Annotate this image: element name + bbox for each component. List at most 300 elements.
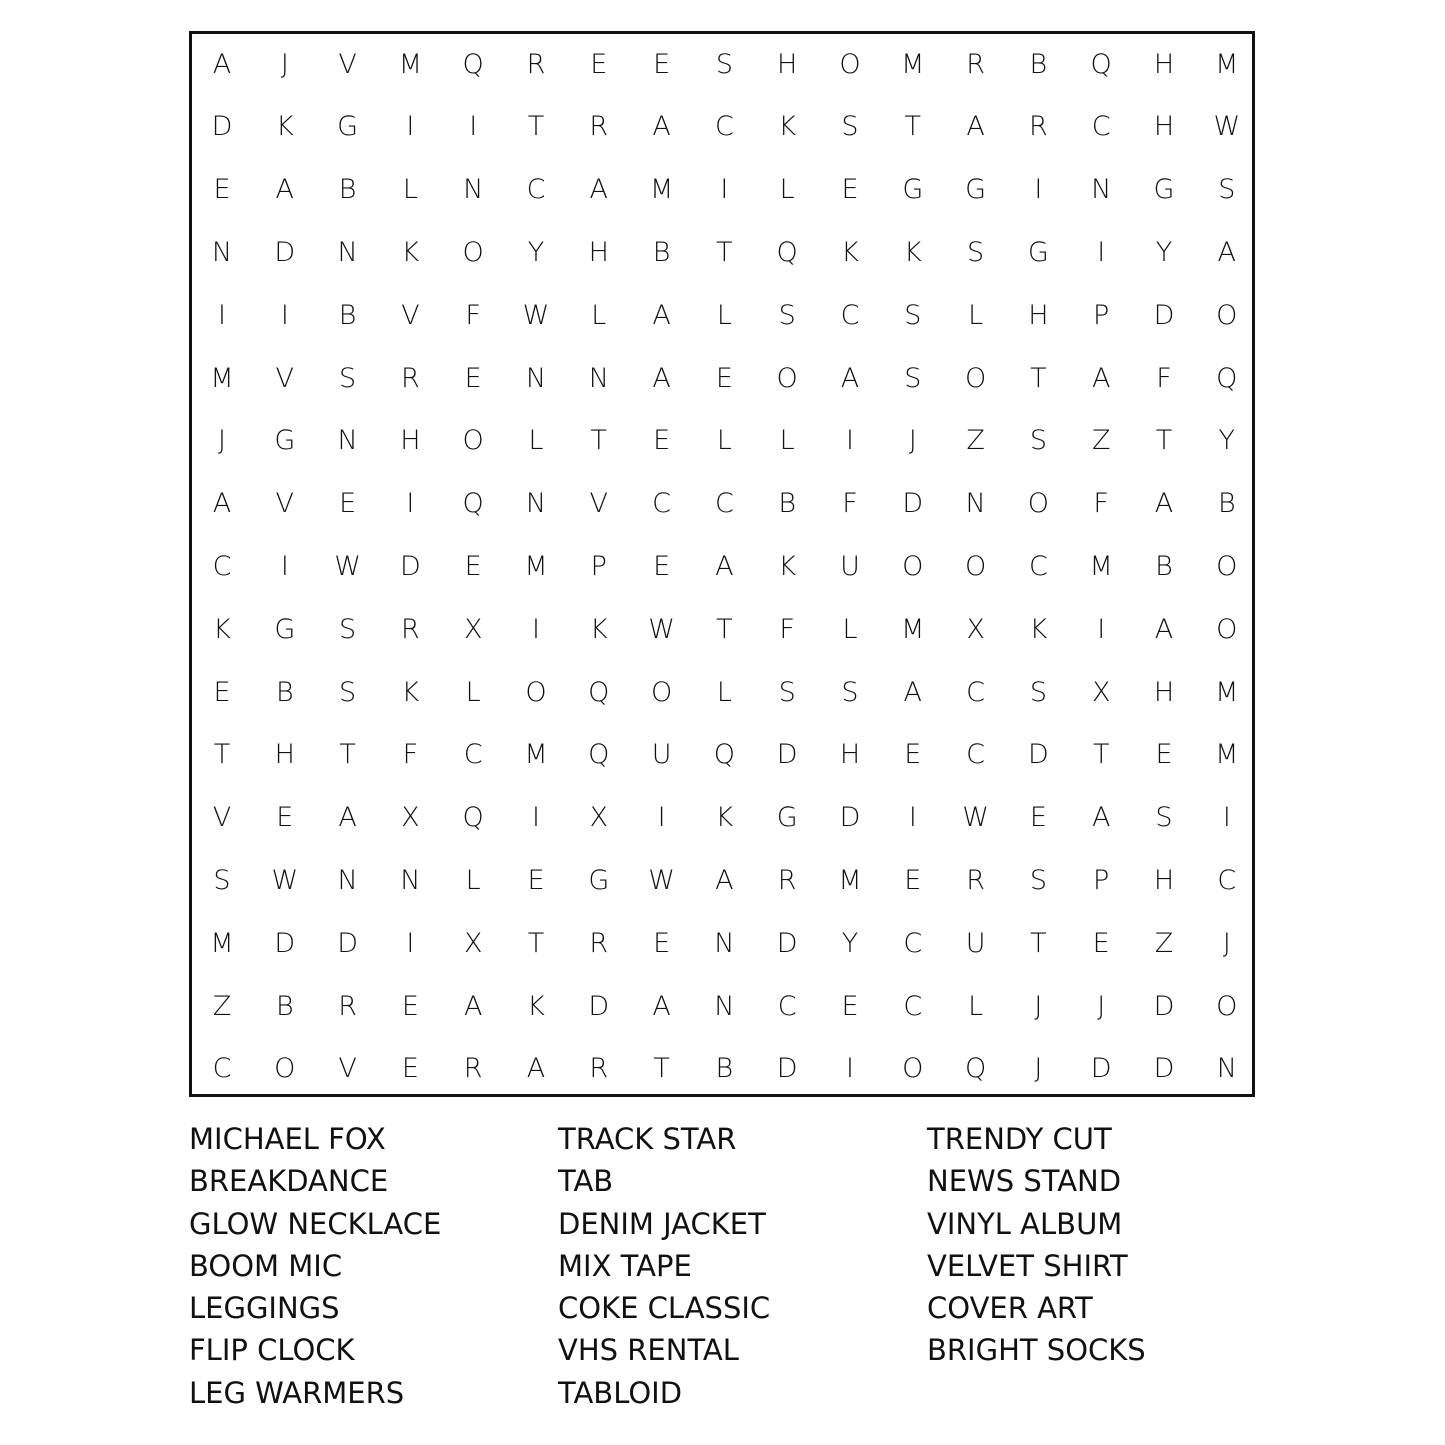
grid-letter[interactable]: G (965, 174, 987, 206)
grid-letter[interactable]: I (1034, 174, 1043, 206)
grid-letter[interactable]: X (1091, 676, 1111, 708)
grid-letter[interactable]: Z (966, 425, 985, 457)
grid-letter[interactable]: M (1215, 676, 1239, 708)
grid-letter[interactable]: L (716, 676, 732, 708)
grid-letter[interactable]: S (967, 236, 985, 268)
grid-letter[interactable]: Q (776, 236, 798, 268)
grid-letter[interactable]: E (1029, 802, 1047, 834)
grid-letter[interactable]: W (522, 299, 550, 331)
grid-letter[interactable]: Q (462, 48, 484, 80)
grid-letter[interactable]: M (1089, 550, 1113, 582)
grid-letter[interactable]: F (779, 613, 795, 645)
word-list-item: TABLOID (558, 1375, 683, 1410)
grid-letter[interactable]: S (339, 613, 357, 645)
grid-letter[interactable]: R (1029, 111, 1048, 143)
grid-letter[interactable]: W (1213, 111, 1241, 143)
grid-letter[interactable]: D (1153, 1053, 1175, 1085)
grid-letter[interactable]: I (846, 1053, 854, 1085)
grid-letter[interactable]: I (406, 488, 415, 520)
grid-letter[interactable]: N (588, 362, 609, 394)
grid-letter[interactable]: G (274, 425, 296, 457)
grid-letter[interactable]: N (463, 174, 484, 206)
grid-letter[interactable]: O (274, 1053, 296, 1085)
grid-letter[interactable]: D (1027, 739, 1049, 771)
word-list-item: COKE CLASSIC (558, 1291, 771, 1326)
word-list-item: COVER ART (927, 1291, 1093, 1326)
grid-letter[interactable]: T (339, 739, 356, 771)
grid-letter[interactable]: A (652, 362, 671, 394)
grid-letter[interactable]: F (1156, 362, 1172, 394)
grid-letter[interactable]: S (841, 676, 859, 708)
grid-letter[interactable]: M (210, 927, 234, 959)
grid-letter[interactable]: B (338, 174, 357, 206)
grid-letter[interactable]: N (965, 488, 986, 520)
grid-letter[interactable]: U (965, 927, 986, 959)
grid-letter[interactable]: T (1030, 927, 1047, 959)
grid-letter[interactable]: B (275, 990, 294, 1022)
grid-letter[interactable]: E (464, 362, 482, 394)
grid-letter[interactable]: D (1153, 299, 1175, 331)
grid-letter[interactable]: A (840, 362, 860, 394)
grid-letter[interactable]: O (839, 48, 861, 80)
grid-letter[interactable]: L (465, 676, 481, 708)
word-list-item: VELVET SHIRT (927, 1248, 1128, 1283)
grid-letter[interactable]: O (964, 362, 987, 394)
grid-letter[interactable]: S (904, 362, 922, 394)
grid-letter[interactable]: I (657, 802, 666, 834)
grid-letter[interactable]: O (902, 550, 924, 582)
grid-letter[interactable]: D (337, 927, 358, 959)
grid-letter[interactable]: A (652, 111, 671, 143)
grid-letter[interactable]: R (966, 864, 985, 896)
grid-letter[interactable]: O (964, 550, 987, 582)
grid-letter[interactable]: J (1097, 990, 1106, 1022)
grid-letter[interactable]: S (1155, 802, 1173, 834)
grid-letter[interactable]: E (1155, 739, 1173, 771)
grid-letter[interactable]: E (590, 48, 608, 80)
grid-letter[interactable]: E (276, 802, 294, 834)
grid-letter[interactable]: W (271, 864, 299, 896)
grid-letter[interactable]: K (841, 236, 859, 268)
grid-letter[interactable]: J (280, 48, 289, 80)
grid-letter[interactable]: C (1028, 550, 1048, 582)
grid-letter[interactable]: G (1153, 174, 1175, 206)
grid-letter[interactable]: A (1091, 362, 1111, 394)
grid-letter[interactable]: E (527, 864, 545, 896)
grid-letter[interactable]: K (275, 111, 294, 143)
grid-letter[interactable]: P (1093, 864, 1110, 896)
grid-letter[interactable]: T (527, 927, 545, 959)
grid-letter[interactable]: Q (462, 802, 484, 834)
grid-letter[interactable]: D (839, 802, 861, 834)
grid-letter[interactable]: E (904, 739, 922, 771)
grid-letter[interactable]: I (1222, 802, 1231, 834)
grid-letter[interactable]: I (280, 550, 289, 582)
grid-letter[interactable]: S (778, 299, 796, 331)
grid-letter[interactable]: A (1217, 236, 1237, 268)
grid-letter[interactable]: N (400, 864, 421, 896)
grid-letter[interactable]: R (338, 990, 357, 1022)
grid-letter[interactable]: Y (841, 927, 859, 959)
grid-letter[interactable]: E (653, 48, 671, 80)
grid-letter[interactable]: C (714, 111, 734, 143)
grid-letter[interactable]: S (1218, 174, 1236, 206)
grid-letter[interactable]: K (589, 613, 608, 645)
grid-letter[interactable]: D (588, 990, 610, 1022)
grid-letter[interactable]: B (715, 1053, 734, 1085)
grid-letter[interactable]: O (902, 1053, 924, 1085)
grid-letter[interactable]: J (218, 425, 226, 457)
grid-letter[interactable]: N (714, 990, 735, 1022)
grid-letter[interactable]: O (1027, 488, 1050, 520)
word-list-item: DENIM JACKET (558, 1206, 766, 1241)
grid-letter[interactable]: B (652, 236, 671, 268)
grid-letter[interactable]: C (1091, 111, 1111, 143)
grid-letter[interactable]: S (213, 864, 231, 896)
grid-letter[interactable]: N (714, 927, 735, 959)
grid-letter[interactable]: R (526, 48, 546, 80)
grid-letter[interactable]: Q (1090, 48, 1112, 80)
grid-letter[interactable]: N (525, 488, 547, 520)
word-list-item: BREAKDANCE (189, 1164, 389, 1199)
grid-letter[interactable]: T (1092, 739, 1110, 771)
grid-letter[interactable]: Q (964, 1053, 987, 1085)
grid-letter[interactable]: I (469, 111, 478, 143)
grid-letter[interactable]: T (1155, 425, 1173, 457)
grid-letter[interactable]: O (462, 425, 484, 457)
grid-letter[interactable]: H (588, 236, 609, 268)
grid-letter[interactable]: R (463, 1053, 483, 1085)
grid-letter[interactable]: M (838, 864, 862, 896)
grid-letter[interactable]: E (841, 174, 859, 206)
grid-letter[interactable]: R (777, 864, 797, 896)
grid-letter[interactable]: T (1030, 362, 1047, 394)
grid-letter[interactable]: K (715, 802, 734, 834)
grid-letter[interactable]: O (650, 676, 673, 708)
grid-letter[interactable]: A (338, 802, 357, 834)
grid-letter[interactable]: M (649, 174, 674, 206)
grid-letter[interactable]: D (1090, 1053, 1112, 1085)
grid-letter[interactable]: K (527, 990, 545, 1022)
grid-letter[interactable]: V (275, 362, 295, 394)
grid-letter[interactable]: W (648, 864, 675, 896)
grid-letter[interactable]: H (839, 739, 861, 771)
grid-letter[interactable]: C (1217, 864, 1237, 896)
grid-letter[interactable]: L (842, 613, 858, 645)
grid-letter[interactable]: W (334, 550, 361, 582)
grid-letter[interactable]: E (904, 864, 922, 896)
grid-letter[interactable]: K (1029, 613, 1048, 645)
grid-letter[interactable]: A (212, 488, 232, 520)
grid-letter[interactable]: I (720, 174, 729, 206)
grid-letter[interactable]: J (1034, 1053, 1043, 1085)
grid-letter[interactable]: A (275, 174, 295, 206)
grid-letter[interactable]: S (339, 362, 357, 394)
grid-letter[interactable]: B (1217, 488, 1236, 520)
letter-grid (189, 33, 1258, 1102)
grid-letter[interactable]: Z (1154, 927, 1174, 959)
grid-letter[interactable]: K (401, 676, 420, 708)
grid-letter[interactable]: M (901, 48, 925, 80)
grid-letter[interactable]: L (779, 425, 795, 457)
grid-letter[interactable]: F (402, 739, 419, 771)
grid-letter[interactable]: B (1155, 550, 1173, 582)
grid-letter[interactable]: D (776, 1053, 798, 1085)
grid-letter[interactable]: K (778, 550, 797, 582)
grid-letter[interactable]: R (401, 362, 420, 394)
grid-letter[interactable]: A (715, 864, 734, 896)
grid-letter[interactable]: Y (1155, 236, 1173, 268)
grid-letter[interactable]: L (465, 864, 481, 896)
grid-letter[interactable]: B (778, 488, 797, 520)
grid-letter[interactable]: C (212, 550, 232, 582)
grid-letter[interactable]: S (1029, 864, 1047, 896)
grid-letter[interactable]: F (842, 488, 858, 520)
grid-letter[interactable]: H (400, 425, 421, 457)
grid-letter[interactable]: C (652, 488, 672, 520)
grid-letter[interactable]: I (406, 927, 415, 959)
grid-letter[interactable]: K (213, 613, 231, 645)
grid-letter[interactable]: M (524, 550, 548, 582)
grid-letter[interactable]: T (904, 111, 922, 143)
grid-letter[interactable]: L (968, 299, 984, 331)
grid-letter[interactable]: T (716, 236, 733, 268)
grid-letter[interactable]: M (210, 362, 234, 394)
grid-letter[interactable]: X (966, 613, 985, 645)
grid-letter[interactable]: I (908, 802, 917, 834)
grid-letter[interactable]: E (653, 927, 671, 959)
grid-letter[interactable]: B (1029, 48, 1048, 80)
grid-letter[interactable]: Q (588, 739, 610, 771)
grid-letter[interactable]: I (532, 802, 540, 834)
grid-letter[interactable]: P (590, 550, 607, 582)
grid-letter[interactable]: S (339, 676, 357, 708)
grid-letter[interactable]: S (778, 676, 796, 708)
grid-letter[interactable]: V (275, 488, 295, 520)
grid-letter[interactable]: D (1153, 990, 1175, 1022)
grid-letter[interactable]: D (902, 488, 924, 520)
grid-letter[interactable]: E (401, 1053, 419, 1085)
grid-letter[interactable]: I (1097, 236, 1106, 268)
grid-letter[interactable]: O (462, 236, 484, 268)
grid-letter[interactable]: T (527, 111, 545, 143)
grid-letter[interactable]: G (337, 111, 359, 143)
grid-letter[interactable]: H (1153, 111, 1175, 143)
grid-letter[interactable]: G (776, 802, 798, 834)
grid-letter[interactable]: S (841, 111, 859, 143)
grid-letter[interactable]: Z (212, 990, 232, 1022)
grid-letter[interactable]: G (588, 864, 610, 896)
grid-letter[interactable]: E (401, 990, 419, 1022)
grid-letter[interactable]: G (274, 613, 296, 645)
grid-letter[interactable]: M (1215, 739, 1239, 771)
grid-letter[interactable]: C (903, 927, 923, 959)
grid-letter[interactable]: I (532, 613, 540, 645)
grid-letter[interactable]: D (274, 236, 296, 268)
grid-letter[interactable]: F (1093, 488, 1109, 520)
grid-letter[interactable]: H (274, 739, 295, 771)
grid-letter[interactable]: K (903, 236, 922, 268)
grid-letter[interactable]: X (463, 613, 483, 645)
grid-letter[interactable]: A (589, 174, 609, 206)
grid-letter[interactable]: N (337, 864, 358, 896)
grid-letter[interactable]: L (591, 299, 607, 331)
grid-letter[interactable]: M (524, 739, 548, 771)
grid-letter[interactable]: G (1027, 236, 1049, 268)
grid-letter[interactable]: A (715, 550, 734, 582)
grid-letter[interactable]: A (526, 1053, 546, 1085)
grid-letter[interactable]: V (401, 299, 420, 331)
word-list-item: TRENDY CUT (927, 1122, 1112, 1156)
grid-letter[interactable]: N (1091, 174, 1112, 206)
grid-letter[interactable]: O (1216, 613, 1238, 645)
grid-letter[interactable]: I (846, 425, 854, 457)
grid-letter[interactable]: H (1028, 299, 1049, 331)
grid-letter[interactable]: L (968, 990, 984, 1022)
grid-letter[interactable]: X (463, 927, 483, 959)
grid-letter[interactable]: A (463, 990, 483, 1022)
grid-letter[interactable]: V (589, 488, 609, 520)
grid-letter[interactable]: Q (713, 739, 736, 771)
grid-letter[interactable]: M (901, 613, 925, 645)
grid-letter[interactable]: N (525, 362, 547, 394)
word-list-item: LEGGINGS (189, 1291, 340, 1326)
grid-letter[interactable]: E (213, 174, 231, 206)
grid-letter[interactable]: E (841, 990, 859, 1022)
grid-letter[interactable]: Q (462, 488, 484, 520)
grid-letter[interactable]: O (1216, 990, 1238, 1022)
grid-letter[interactable]: A (1091, 802, 1111, 834)
grid-letter[interactable]: Y (527, 236, 545, 268)
grid-letter[interactable]: W (962, 802, 989, 834)
grid-letter[interactable]: L (402, 174, 418, 206)
grid-letter[interactable]: T (716, 613, 733, 645)
grid-letter[interactable]: A (1154, 613, 1174, 645)
grid-letter[interactable]: Z (1091, 425, 1111, 457)
grid-letter[interactable]: C (526, 174, 546, 206)
grid-letter[interactable]: D (211, 111, 233, 143)
grid-letter[interactable]: N (211, 236, 233, 268)
grid-letter[interactable]: P (1093, 299, 1110, 331)
grid-letter[interactable]: O (525, 676, 547, 708)
grid-letter[interactable]: I (280, 299, 289, 331)
grid-letter[interactable]: K (401, 236, 420, 268)
grid-letter[interactable]: T (213, 739, 231, 771)
word-list-item: GLOW NECKLACE (189, 1206, 442, 1241)
grid-letter[interactable]: A (1154, 488, 1174, 520)
grid-letter[interactable]: X (589, 802, 609, 834)
grid-letter[interactable]: V (338, 48, 357, 80)
grid-letter[interactable]: U (840, 550, 860, 582)
grid-letter[interactable]: D (776, 739, 798, 771)
grid-letter[interactable]: V (338, 1053, 357, 1085)
grid-letter[interactable]: F (465, 299, 481, 331)
grid-letter[interactable]: R (401, 613, 420, 645)
grid-letter[interactable]: O (1216, 299, 1238, 331)
grid-letter[interactable]: I (406, 111, 415, 143)
grid-letter[interactable]: H (777, 48, 798, 80)
grid-letter[interactable]: R (589, 927, 609, 959)
grid-letter[interactable]: D (776, 927, 798, 959)
grid-letter[interactable]: Q (1216, 362, 1238, 394)
grid-letter[interactable]: C (212, 1053, 232, 1085)
grid-letter[interactable]: X (401, 802, 420, 834)
grid-letter[interactable]: T (653, 1053, 670, 1085)
grid-letter[interactable]: S (1029, 676, 1047, 708)
grid-letter[interactable]: G (902, 174, 924, 206)
grid-letter[interactable]: M (398, 48, 423, 80)
grid-letter[interactable]: J (1034, 990, 1043, 1022)
grid-letter[interactable]: J (908, 425, 917, 457)
grid-letter[interactable]: Q (588, 676, 610, 708)
grid-letter[interactable]: E (464, 550, 482, 582)
grid-letter[interactable]: D (399, 550, 421, 582)
grid-letter[interactable]: I (1097, 613, 1106, 645)
grid-letter[interactable]: M (1215, 48, 1239, 80)
grid-letter[interactable]: L (716, 425, 732, 457)
grid-letter[interactable]: N (1216, 1053, 1237, 1085)
grid-letter[interactable]: E (715, 362, 733, 394)
grid-letter[interactable]: E (1092, 927, 1110, 959)
grid-letter[interactable]: B (338, 299, 357, 331)
grid-letter[interactable]: B (275, 676, 294, 708)
grid-letter[interactable]: A (903, 676, 923, 708)
grid-letter[interactable]: E (213, 676, 231, 708)
grid-letter[interactable]: C (777, 990, 797, 1022)
grid-letter[interactable]: R (589, 1053, 609, 1085)
grid-letter[interactable]: C (463, 739, 483, 771)
grid-letter[interactable]: L (528, 425, 544, 457)
grid-letter[interactable]: D (274, 927, 296, 959)
grid-letter[interactable]: W (648, 613, 675, 645)
grid-letter[interactable]: K (778, 111, 797, 143)
grid-letter[interactable]: N (337, 425, 358, 457)
grid-letter[interactable]: A (212, 48, 232, 80)
grid-letter[interactable]: J (1222, 927, 1231, 959)
grid-letter[interactable]: A (652, 299, 671, 331)
grid-letter[interactable]: S (904, 299, 922, 331)
grid-letter[interactable]: E (653, 550, 671, 582)
grid-letter[interactable]: Y (1218, 425, 1236, 457)
grid-letter[interactable]: C (966, 676, 986, 708)
grid-letter[interactable]: V (212, 802, 232, 834)
grid-letter[interactable]: C (714, 488, 734, 520)
grid-letter[interactable]: E (653, 425, 671, 457)
grid-letter[interactable]: C (903, 990, 923, 1022)
word-list-item: TRACK STAR (558, 1122, 737, 1156)
grid-letter[interactable]: H (1153, 48, 1175, 80)
grid-letter[interactable]: C (840, 299, 860, 331)
grid-letter[interactable]: A (966, 111, 985, 143)
grid-letter[interactable]: O (1216, 550, 1238, 582)
grid-letter[interactable]: R (589, 111, 609, 143)
grid-letter[interactable]: S (1029, 425, 1047, 457)
grid-letter[interactable]: S (715, 48, 733, 80)
grid-letter[interactable]: C (966, 739, 986, 771)
grid-letter[interactable]: R (966, 48, 985, 80)
grid-letter[interactable]: E (339, 488, 357, 520)
grid-letter[interactable]: A (652, 990, 671, 1022)
grid-letter[interactable]: O (776, 362, 798, 394)
grid-letter[interactable]: H (1153, 676, 1175, 708)
grid-letter[interactable]: U (651, 739, 672, 771)
grid-letter[interactable]: T (590, 425, 608, 457)
grid-letter[interactable]: I (218, 299, 226, 331)
grid-letter[interactable]: N (337, 236, 358, 268)
grid-letter[interactable]: L (779, 174, 795, 206)
grid-letter[interactable]: H (1153, 864, 1175, 896)
grid-letter[interactable]: L (716, 299, 732, 331)
